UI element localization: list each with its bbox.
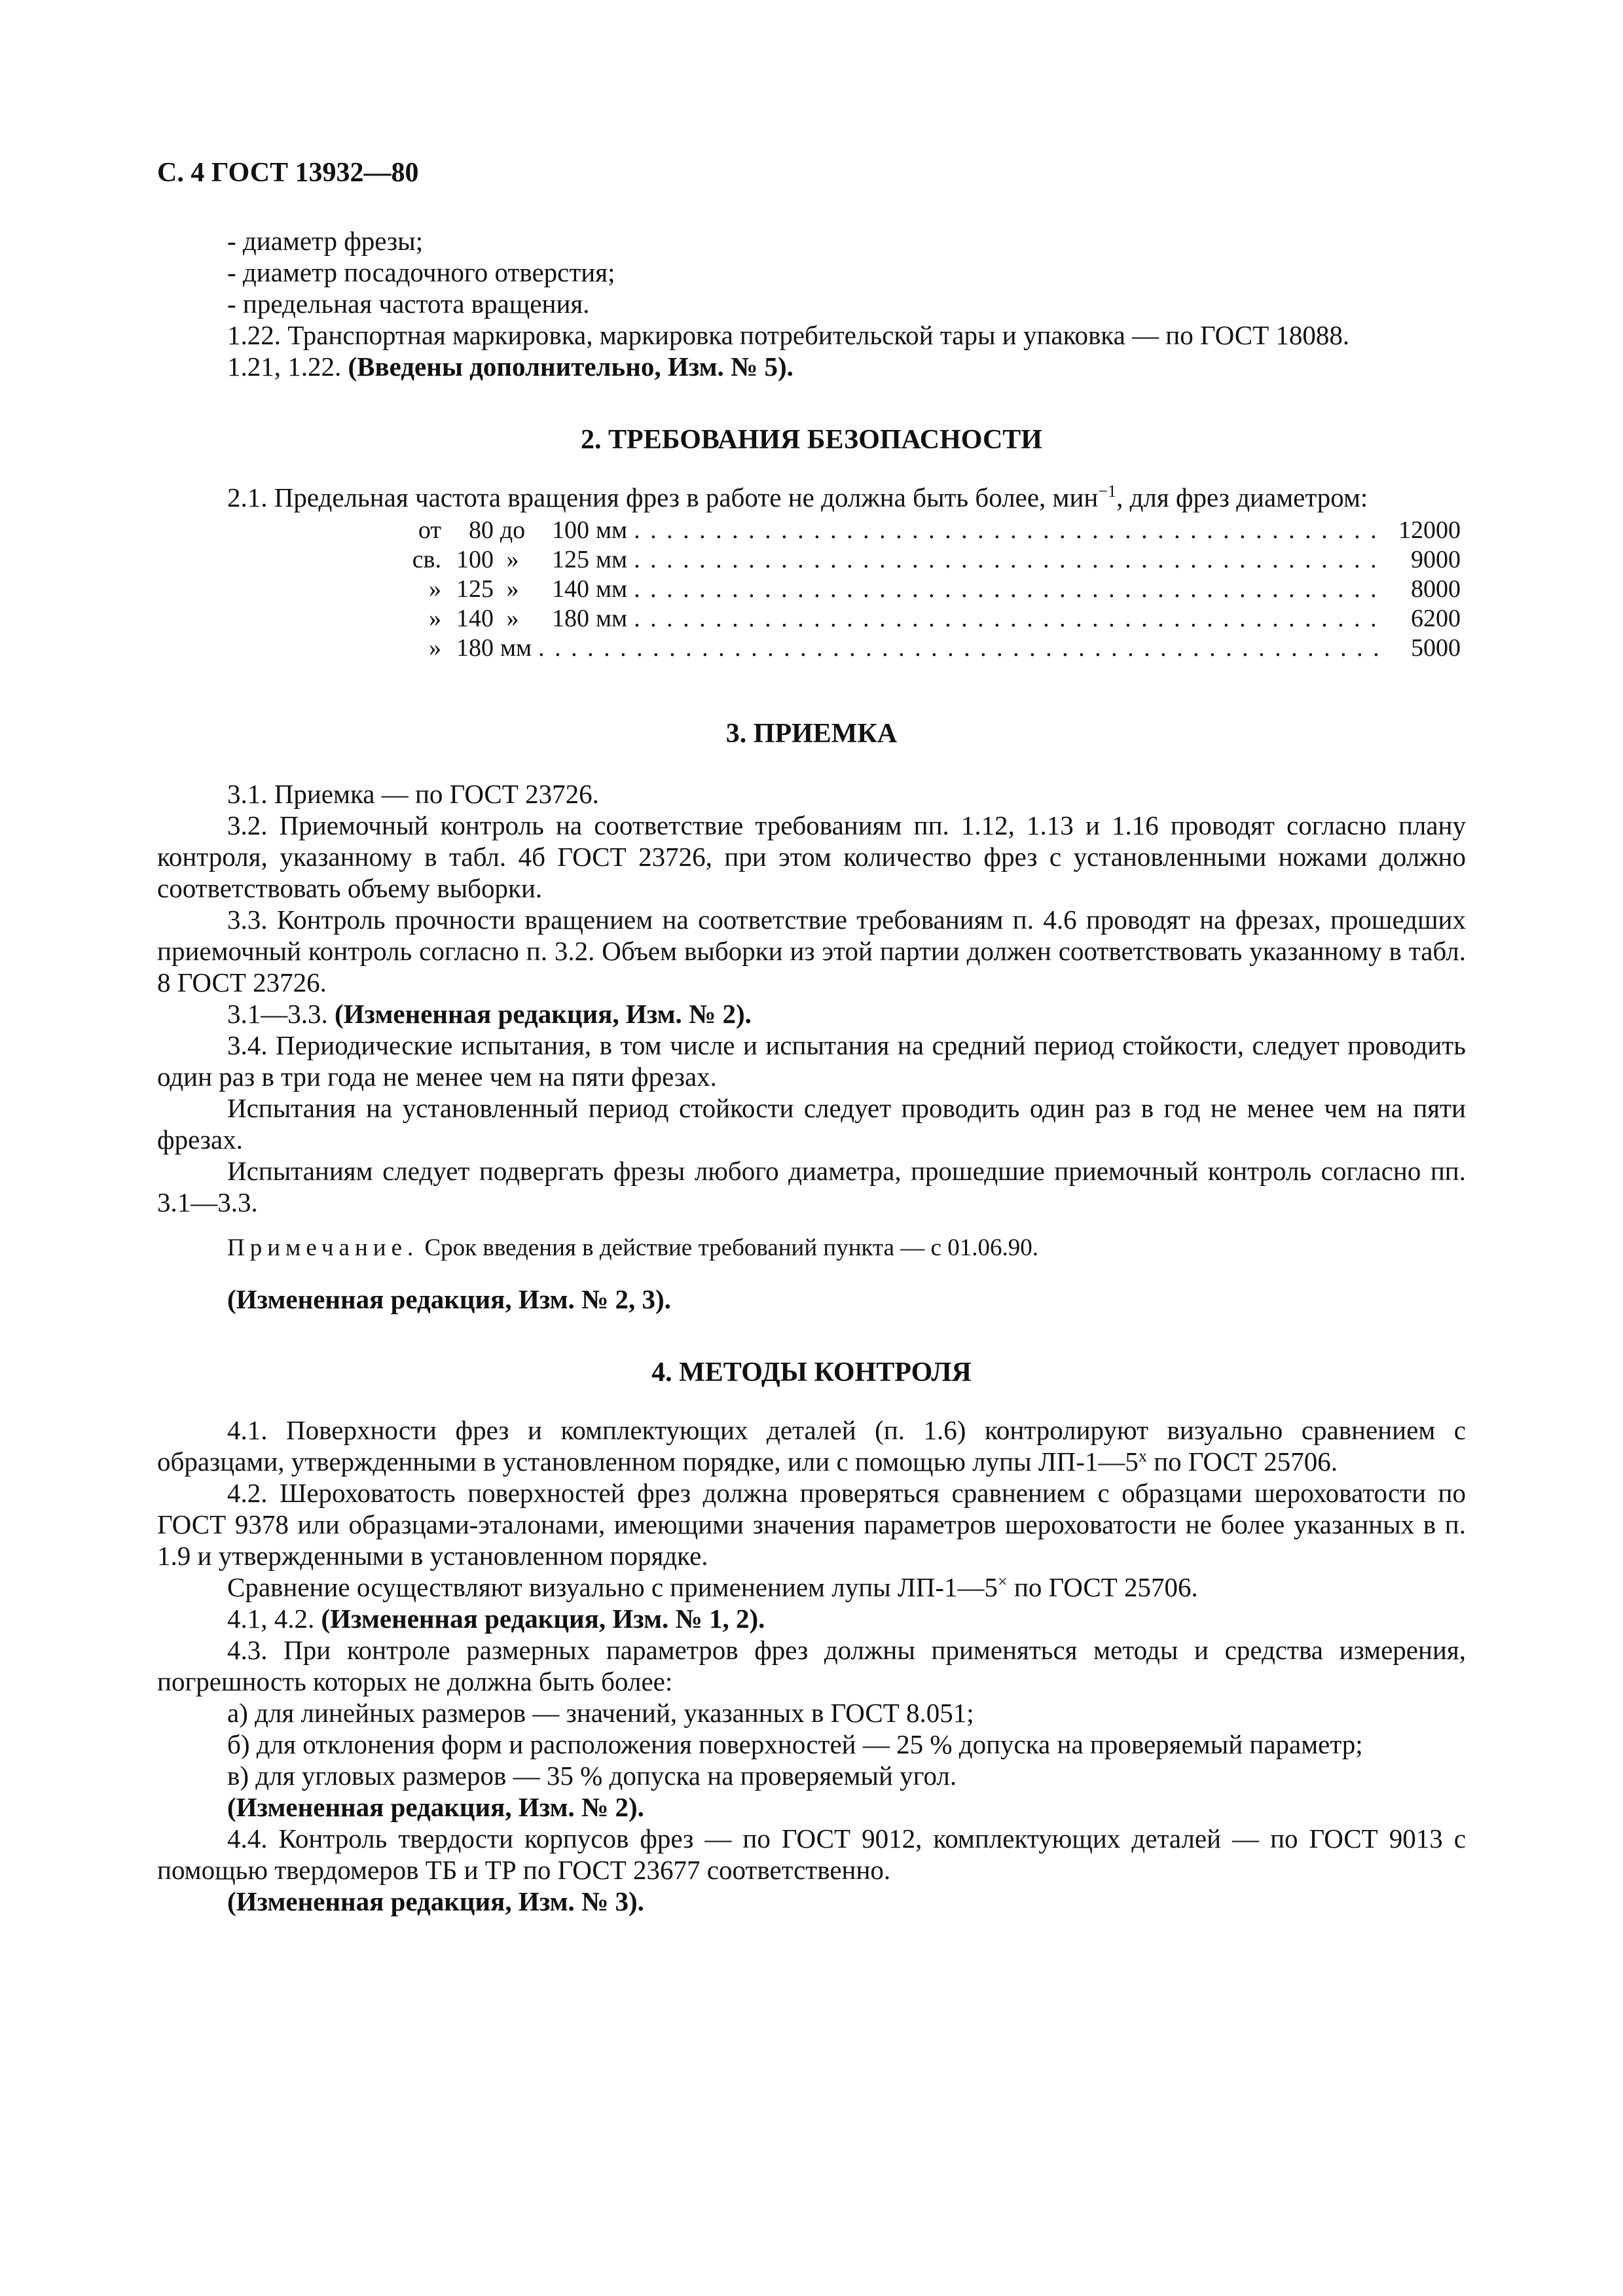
speed-value: 12000 xyxy=(1398,516,1461,544)
speed-value: 9000 xyxy=(1411,546,1461,573)
paragraph-4-2-b-tail: по ГОСТ 25706. xyxy=(1007,1572,1198,1602)
paragraph-2-1 xyxy=(157,482,1466,513)
range-prefix: от xyxy=(418,516,441,544)
range-from: 100 xyxy=(456,546,494,573)
amendment-ref: 1.21, 1.22. xyxy=(227,351,342,382)
paragraph-4-2: 4.2. Шероховатость поверхностей фрез должна проверяться сравнением с образцами шероховатости по ГОСТ 9378 или образцами-эталонами, имеющими значения параметров шероховатости не более указанных в п. 1.9 и утвержденными в установленном порядке. xyxy=(157,1478,1466,1571)
paragraph-4-4: 4.4. Контроль твердости корпусов фрез — по ГОСТ 9012, комплектующих деталей — по ГОСТ 9013 с помощью твердомеров ТБ и ТР по ГОСТ 23677 соответственно. xyxy=(157,1823,1466,1885)
paragraph-4-1-text: 4.1. Поверхности фрез и комплектующих деталей (п. 1.6) контролируют визуально сравнением с образцами, утвержденными в установленном порядке, или с помощью лупы ЛП-1—5 xyxy=(157,1415,1466,1477)
note xyxy=(157,1232,1466,1264)
range-prefix: » xyxy=(429,575,441,603)
paragraph-4-2-b xyxy=(157,1571,1466,1603)
amendment-note xyxy=(157,1603,1466,1634)
paragraph-2-1-tail: , для фрез диаметром: xyxy=(1116,482,1368,512)
paragraph-3-4-c: Испытаниям следует подвергать фрезы любого диаметра, прошедшие приемочный контроль согласно пп. 3.1—3.3. xyxy=(157,1156,1466,1217)
amendment-ref: 3.1—3.3. xyxy=(227,999,328,1029)
paragraph-4-1 xyxy=(157,1414,1466,1477)
section-title-3: 3. ПРИЕМКА xyxy=(725,719,898,749)
range-from: 125 xyxy=(456,575,494,603)
range-from: 80 xyxy=(469,516,494,544)
range-sep: » xyxy=(506,546,519,573)
paragraph-2-1-text: 2.1. Предельная частота вращения фрез в работе не должна быть более, мин xyxy=(227,482,1099,512)
range-from: 140 xyxy=(456,605,494,632)
amendment-note xyxy=(157,998,1466,1030)
amendment-text: (Измененная редакция, Изм. № 2). xyxy=(227,1792,644,1822)
superscript: х xyxy=(1138,1446,1147,1465)
paragraph-4-3-c: в) для угловых размеров — 35 % допуска на проверяемый угол. xyxy=(227,1761,957,1791)
paragraph-4-3-b: б) для отклонения форм и расположения поверхностей — 25 % допуска на проверяемый параметр; xyxy=(227,1729,1363,1759)
speed-value: 6200 xyxy=(1411,605,1461,632)
range-sep: » xyxy=(506,605,519,632)
amendment-text: (Измененная редакция, Изм. № 2). xyxy=(335,999,752,1029)
amendment-text: (Введены дополнительно, Изм. № 5). xyxy=(348,351,793,382)
amendment-text: (Измененная редакция, Изм. № 2, 3). xyxy=(227,1284,671,1314)
speed-row xyxy=(378,604,1461,634)
paragraph-4-3: 4.3. При контроле размерных параметров фрез должны применяться методы и средства измерения, погрешность которых не должна быть более: xyxy=(157,1635,1466,1696)
superscript: × xyxy=(998,1572,1008,1591)
paragraph-3-1: 3.1. Приемка — по ГОСТ 23726. xyxy=(227,779,599,809)
speed-row xyxy=(378,634,1461,663)
range-unit: мм xyxy=(596,546,628,573)
range-unit: мм xyxy=(500,634,532,662)
paragraph-1-22: 1.22. Транспортная маркировка, маркировка потребительской тары и упаковка — по ГОСТ 18088. xyxy=(227,320,1350,350)
paragraph-4-1-tail: по ГОСТ 25706. xyxy=(1146,1446,1338,1477)
paragraph-3-4: 3.4. Периодические испытания, в том числе и испытания на средний период стойкости, следует проводить один раз в три года не менее чем на пяти фрезах. xyxy=(157,1030,1466,1092)
range-from: 180 xyxy=(456,634,494,662)
dot-leader xyxy=(627,604,1382,634)
range-to: 125 xyxy=(552,546,589,573)
speed-table xyxy=(378,516,1461,663)
paragraph-3-2: 3.2. Приемочный контроль на соответствие требованиям пп. 1.12, 1.13 и 1.16 проводят согласно плану контроля, указанному в табл. 4б ГОСТ 23726, при этом количество фрез с установленными ножами должно соответствовать объему выборки. xyxy=(157,810,1466,903)
amendment-text: (Измененная редакция, Изм. № 1, 2). xyxy=(321,1604,765,1634)
speed-row xyxy=(378,516,1461,545)
speed-value: 5000 xyxy=(1411,634,1461,662)
section-title-4: 4. МЕТОДЫ КОНТРОЛЯ xyxy=(651,1357,972,1388)
range-unit: мм xyxy=(596,516,628,544)
paragraph-3-3: 3.3. Контроль прочности вращением на соответствие требованиям п. 4.6 проводят на фрезах, прошедших приемочный контроль согласно п. 3.2. Объем выборки из этой партии должен соответствовать указанному в табл. 8 ГОСТ 23726. xyxy=(157,905,1466,997)
range-unit: мм xyxy=(596,605,628,632)
amendment-note xyxy=(157,351,1466,382)
range-unit: мм xyxy=(596,575,628,603)
amendment-ref: 4.1, 4.2. xyxy=(227,1604,315,1634)
note-text: Срок введения в действие требований пункта — с 01.06.90. xyxy=(424,1234,1038,1261)
paragraph-4-2-b-text: Сравнение осуществляют визуально с применением лупы ЛП-1—5 xyxy=(227,1572,998,1602)
range-prefix: » xyxy=(429,634,441,662)
intro-list-item: - диаметр посадочного отверстия; xyxy=(227,257,615,287)
section-title-2: 2. ТРЕБОВАНИЯ БЕЗОПАСНОСТИ xyxy=(581,425,1042,455)
page-header: С. 4 ГОСТ 13932—80 xyxy=(157,158,419,188)
paragraph-4-3-a: а) для линейных размеров — значений, указанных в ГОСТ 8.051; xyxy=(227,1698,974,1728)
dot-leader xyxy=(627,516,1382,545)
range-prefix: св. xyxy=(412,546,441,573)
speed-row xyxy=(378,575,1461,604)
intro-list-item: - предельная частота вращения. xyxy=(227,289,590,319)
range-sep: до xyxy=(500,516,526,544)
range-sep: » xyxy=(506,575,519,603)
range-to: 100 xyxy=(552,516,589,544)
dot-leader xyxy=(627,545,1382,575)
range-prefix: » xyxy=(429,605,441,632)
amendment-text: (Измененная редакция, Изм. № 3). xyxy=(227,1886,644,1916)
range-to: 180 xyxy=(552,605,589,632)
dot-leader xyxy=(532,634,1382,663)
paragraph-3-4-b: Испытания на установленный период стойкости следует проводить один раз в год не менее чем на пяти фрезах. xyxy=(157,1093,1466,1155)
dot-leader xyxy=(627,575,1382,604)
speed-row xyxy=(378,545,1461,575)
speed-value: 8000 xyxy=(1411,575,1461,603)
intro-list-item: - диаметр фрезы; xyxy=(227,226,424,256)
range-to: 140 xyxy=(552,575,589,603)
superscript: −1 xyxy=(1098,482,1117,501)
note-label: Примечание. xyxy=(227,1234,419,1261)
